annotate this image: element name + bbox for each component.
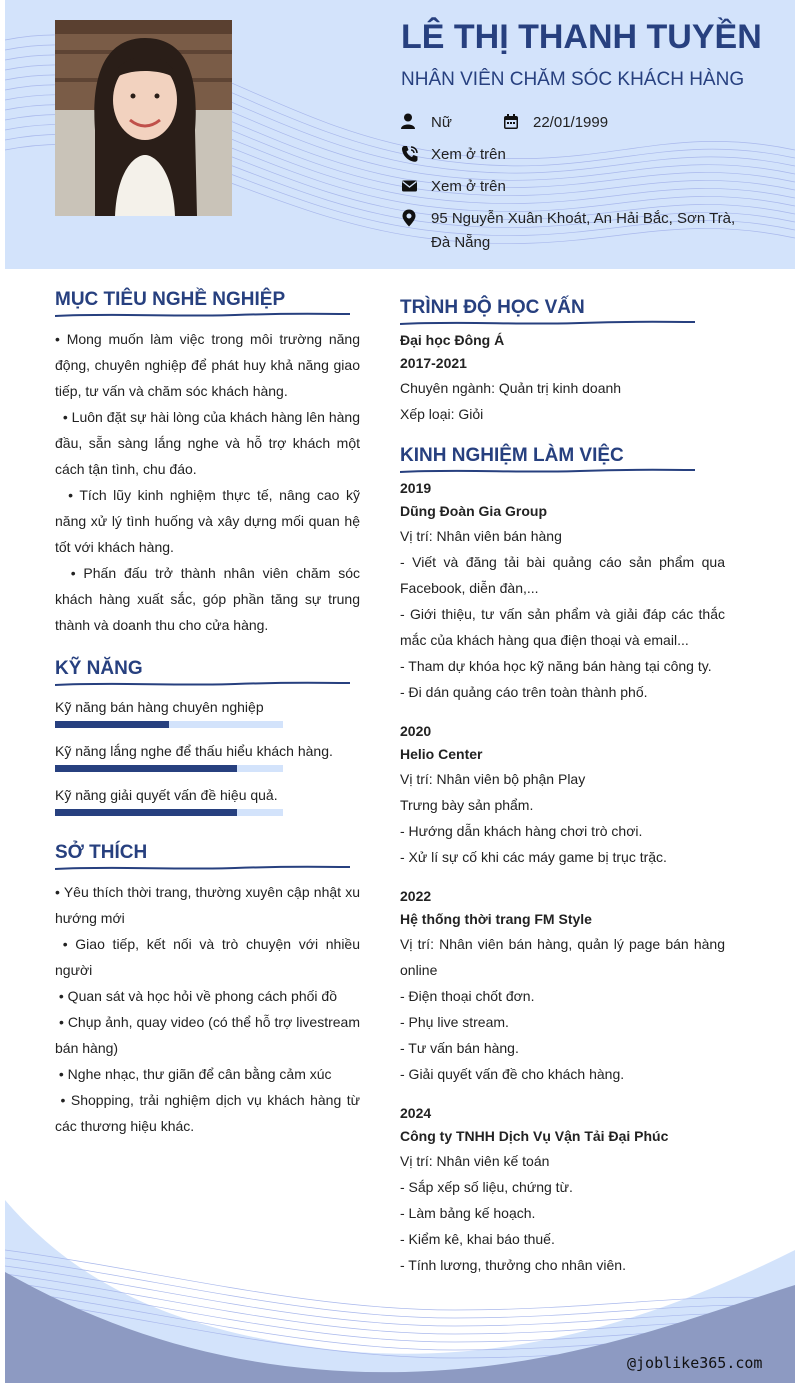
profile-photo [55,20,232,216]
hobby-item: • Shopping, trải nghiệm dịch vụ khách hàng từ các thương hiệu khác. [55,1092,364,1134]
skill-bar [55,721,283,728]
experience-job [400,720,725,870]
envelope-icon [401,177,419,195]
skill-bar [55,765,283,772]
header [5,0,795,269]
experience-title: KINH NGHIỆM LÀM VIỆC [400,445,624,466]
objective-item: • Luôn đặt sự hài lòng của khách hàng lên hàng đầu, sẵn sàng lắng nghe và hỗ trợ khách một cách tận tình, chu đáo. [55,409,364,477]
objective-title-underline [55,312,350,318]
experience-title-underline [400,468,695,474]
address-row [401,207,771,257]
job-detail: - Điện thoại chốt đơn. [400,988,535,1004]
job-detail: - Giới thiệu, tư vấn sản phẩm và giải đáp các thắc mắc của khách hàng qua điện thoại và email... [400,606,725,648]
job-year: 2019 [400,480,432,496]
hobbies-list [55,879,364,1139]
hobbies-title: SỞ THÍCH [55,842,148,863]
phone-row [401,143,761,167]
job-detail: - Làm bảng kế hoạch. [400,1205,536,1221]
experience-job [400,1102,725,1278]
phone-value: Xem ở trên [431,146,506,163]
job-detail: - Viết và đăng tải bài quảng cáo sản phẩm qua Facebook, diễn đàn,... [400,554,725,596]
address-line-1: 95 Nguyễn Xuân Khoát, An Hải Bắc, Sơn Trà, [431,210,736,227]
job-company: Dũng Đoàn Gia Group [400,503,547,519]
education-title: TRÌNH ĐỘ HỌC VẤN [400,297,585,318]
hobby-item: • Giao tiếp, kết nối và trò chuyện với nhiều người [55,936,364,978]
cv-page [5,0,795,1383]
education-block [400,329,725,427]
job-year: 2024 [400,1105,432,1121]
job-detail: Trưng bày sản phẩm. [400,797,534,813]
watermark: @joblike365.com [627,1354,763,1372]
candidate-name: LÊ THỊ THANH TUYỀN [401,18,762,56]
job-detail: Vị trí: Nhân viên bán hàng [400,528,562,544]
experience-job [400,885,725,1087]
job-detail: - Hướng dẫn khách hàng chơi trò chơi. [400,823,643,839]
job-detail: Vị trí: Nhân viên kế toán [400,1153,550,1169]
education-major: Chuyên ngành: Quản trị kinh doanh [400,380,622,396]
email-value: Xem ở trên [431,178,506,195]
job-detail: - Phụ live stream. [400,1014,509,1030]
skill-bar [55,809,283,816]
job-company: Helio Center [400,746,483,762]
job-year: 2020 [400,723,432,739]
calendar-icon [503,113,521,131]
hobbies-title-underline [55,865,350,871]
skills-title: KỸ NĂNG [55,658,143,679]
job-detail: - Kiểm kê, khai báo thuế. [400,1231,555,1247]
job-detail: - Đi dán quảng cáo trên toàn thành phố. [400,684,648,700]
skill-bar-fill [55,721,169,728]
skill-label: Kỹ năng lắng nghe để thấu hiểu khách hàng. [55,743,333,759]
job-detail: - Giải quyết vấn đề cho khách hàng. [400,1066,625,1082]
objective-item: • Tích lũy kinh nghiệm thực tế, nâng cao kỹ năng xử lý tình huống và xây dựng mối quan hệ tốt với khách hàng. [55,487,364,555]
job-company: Hệ thống thời trang FM Style [400,911,592,927]
job-company: Công ty TNHH Dịch Vụ Vận Tải Đại Phúc [400,1128,669,1144]
birthday-value: 22/01/1999 [533,114,609,131]
objective-item: • Phấn đấu trở thành nhân viên chăm sóc khách hàng xuất sắc, góp phần tăng sự trung thành và doanh thu cho cửa hàng. [55,565,364,633]
job-year: 2022 [400,888,432,904]
objective-item: • Mong muốn làm việc trong môi trường năng động, chuyên nghiệp để phát huy khả năng giao tiếp, tư vấn và chăm sóc khách hàng. [55,331,360,399]
hobby-item: • Nghe nhạc, thư giãn để cân bằng cảm xúc [55,1066,332,1082]
school-name: Đại học Đông Á [400,332,505,348]
skill-label: Kỹ năng bán hàng chuyên nghiệp [55,699,264,715]
skill-label: Kỹ năng giải quyết vấn đề hiệu quả. [55,787,278,803]
hobby-item: • Chụp ảnh, quay video (có thể hỗ trợ livestream bán hàng) [55,1014,364,1056]
job-detail: Vị trí: Nhân viên bán hàng, quản lý page bán hàng online [400,936,725,978]
skill-bar-fill [55,765,237,772]
location-pin-icon [401,209,419,227]
objective-list [55,326,364,638]
job-detail: - Xử lí sự cố khi các máy game bị trục trặc. [400,849,667,865]
candidate-job-title: NHÂN VIÊN CHĂM SÓC KHÁCH HÀNG [401,69,745,90]
education-title-underline [400,320,695,326]
hobby-item: • Quan sát và học hỏi về phong cách phối đồ [55,988,337,1004]
skill-bar-fill [55,809,237,816]
job-detail: - Tham dự khóa học kỹ năng bán hàng tại công ty. [400,658,712,674]
education-years: 2017-2021 [400,355,467,371]
email-row [401,175,761,199]
birthday-row [503,111,653,135]
education-grade: Xếp loại: Giỏi [400,406,484,422]
job-detail: - Tính lương, thưởng cho nhân viên. [400,1257,626,1273]
experience-job [400,477,725,705]
address-line-2: Đà Nẵng [431,234,491,251]
job-detail: Vị trí: Nhân viên bộ phận Play [400,771,586,787]
user-icon [401,113,419,131]
phone-icon [401,145,419,163]
objective-title: MỤC TIÊU NGHỀ NGHIỆP [55,289,286,310]
job-detail: - Sắp xếp số liệu, chứng từ. [400,1179,573,1195]
job-detail: - Tư vấn bán hàng. [400,1040,519,1056]
hobby-item: • Yêu thích thời trang, thường xuyên cập nhật xu hướng mới [55,884,360,926]
gender-value: Nữ [431,114,452,131]
skills-title-underline [55,681,350,687]
